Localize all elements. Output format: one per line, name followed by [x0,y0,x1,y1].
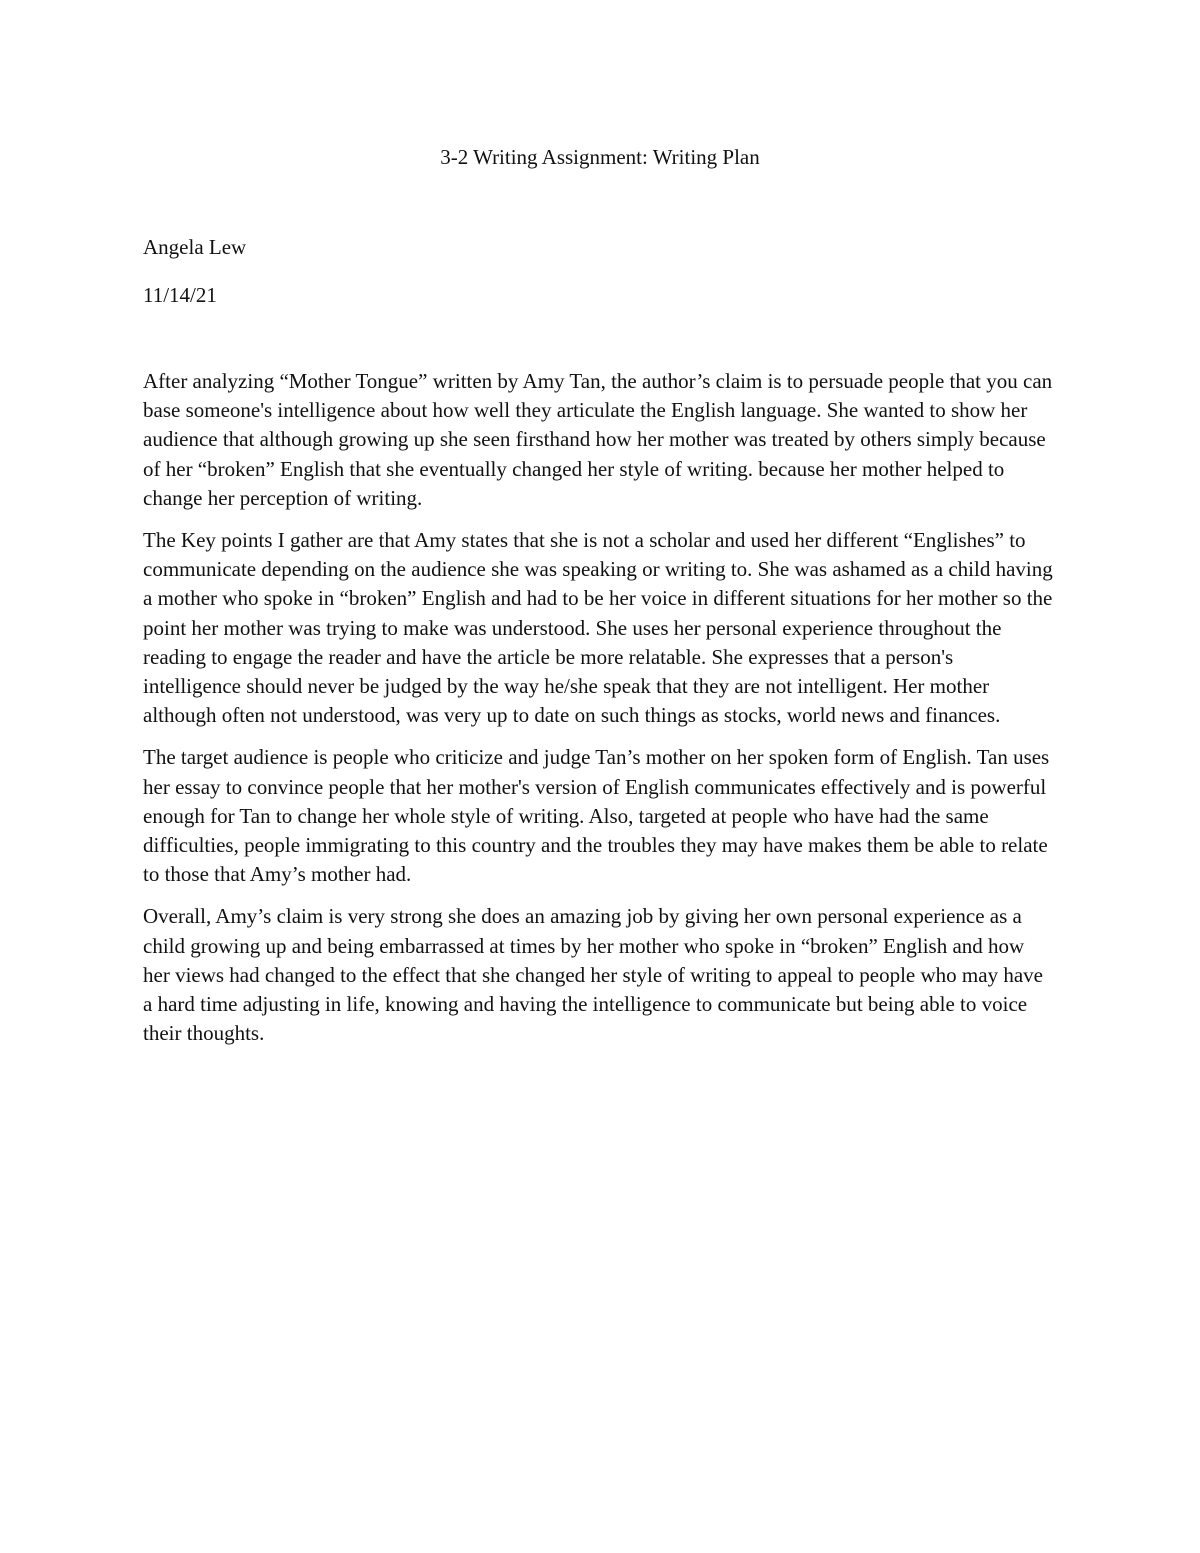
paragraph-claim: After analyzing “Mother Tongue” written by Amy Tan, the author’s claim is to persuade people that you can base someone's intelligence about how well they articulate the English language. She wanted to show her audience that although growing up she seen firsthand how her mother was treated by others simply because of her “broken” English that she eventually changed her style of writing. because her mother helped to change her perception of writing. [143,369,1053,510]
document-title: 3-2 Writing Assignment: Writing Plan [440,145,760,169]
author-name: Angela Lew [143,235,247,259]
paragraph-target-audience: The target audience is people who criticize and judge Tan’s mother on her spoken form of English. Tan uses her essay to convince people that her mother's version of English communicates effectively and is powerful enough for Tan to change her whole style of writing. Also, targeted at people who have had the same difficulties, people immigrating to this country and the troubles they may have makes them be able to relate to those that Amy’s mother had. [143,745,1050,887]
paragraph-overall: Overall, Amy’s claim is very strong she does an amazing job by giving her own personal experience as a child growing up and being embarrassed at times by her mother who spoke in “broken” English and how her views had changed to the effect that she changed her style of writing to appeal to people who may have a hard time adjusting in life, knowing and having the intelligence to communicate but being able to voice their thoughts. [143,904,1043,1046]
document-date: 11/14/21 [143,283,217,307]
document-body [143,367,1055,1061]
paragraph-key-points: The Key points I gather are that Amy states that she is not a scholar and used her different “Englishes” to communicate depending on the audience she was speaking or writing to. She was ashamed as a child having a mother who spoke in “broken” English and had to be her voice in different situations for her mother so the point her mother was trying to make was understood. She uses her personal experience throughout the reading to engage the reader and have the article be more relatable. She expresses that a person's intelligence should never be judged by the way he/she speak that they are not intelligent. Her mother although often not understood, was very up to date on such things as stocks, world news and finances. [143,528,1053,728]
